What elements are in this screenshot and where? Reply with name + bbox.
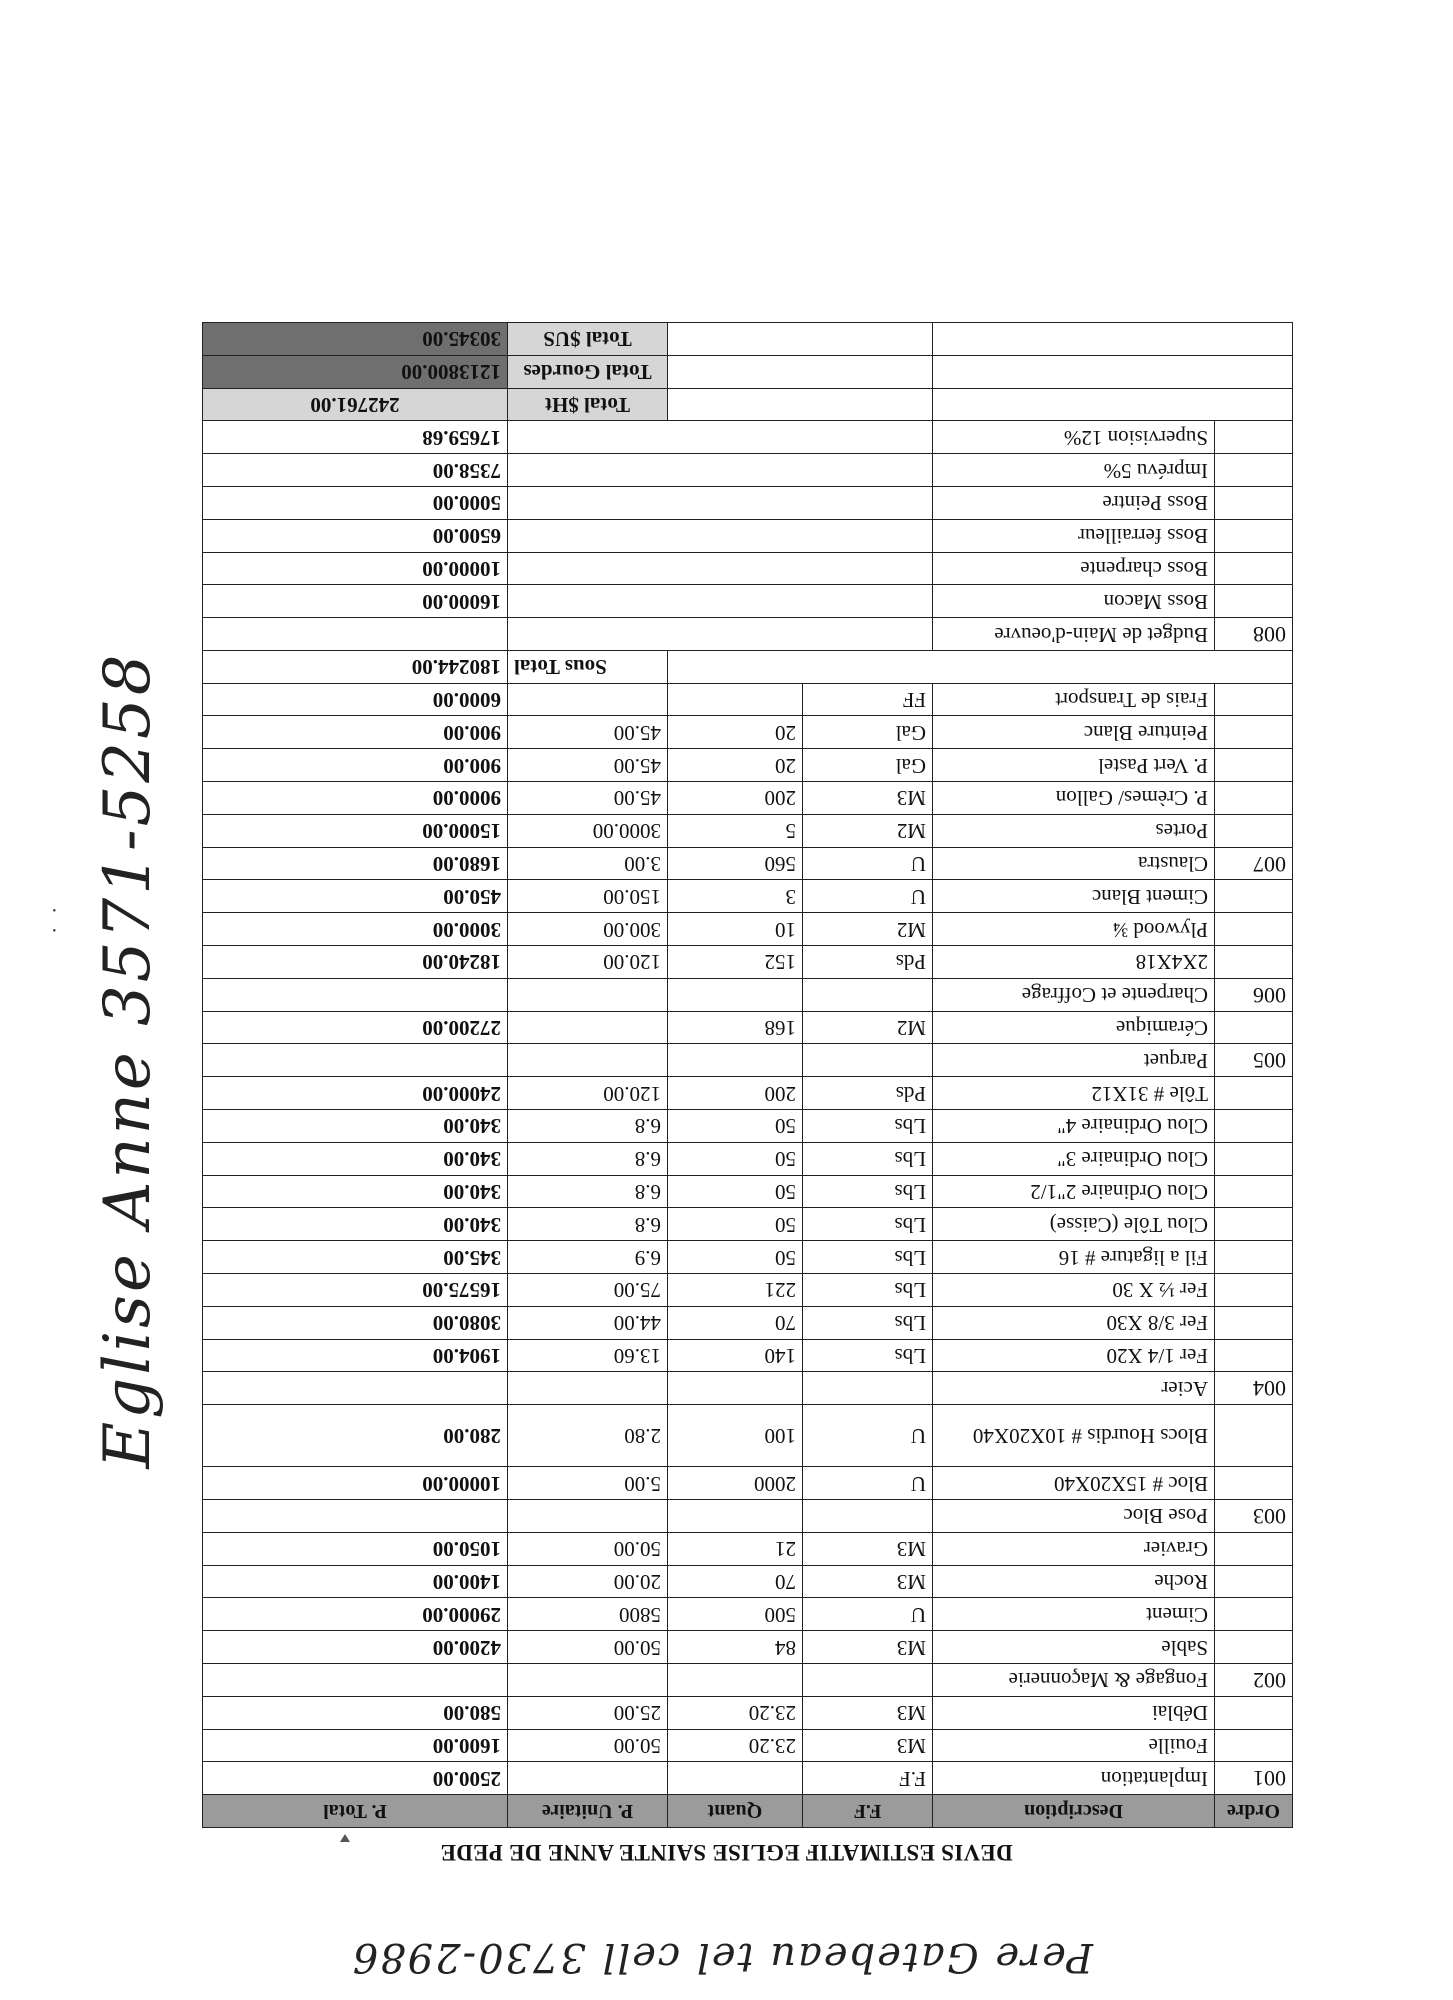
cell-unit-price: 120.00 — [508, 1077, 668, 1110]
cell-description: Fer 1/4 X20 — [933, 1339, 1215, 1372]
cell-ff — [803, 978, 933, 1011]
subtotal-row — [203, 650, 1293, 683]
table-row — [203, 1405, 1293, 1467]
cell-quant: 3 — [668, 880, 803, 913]
column-header-total-price: P. Total — [203, 1795, 508, 1828]
cell-total: 7358.00 — [203, 454, 508, 487]
cell-unit-price — [508, 1762, 668, 1795]
labour-header-row — [203, 618, 1293, 651]
cell-total: 16000.00 — [203, 585, 508, 618]
labour-row — [203, 421, 1293, 454]
cell-ordre — [1215, 1598, 1293, 1631]
cell-description: Fer ½ X 30 — [933, 1274, 1215, 1307]
table-row — [203, 716, 1293, 749]
cell-ordre — [1215, 1208, 1293, 1241]
cell-quant — [668, 1762, 803, 1795]
cell-total: 18240.00 — [203, 946, 508, 979]
cell-ordre — [1215, 913, 1293, 946]
cell-total: 6500.00 — [203, 519, 508, 552]
cell-ff: Pds — [803, 946, 933, 979]
cell-ordre — [1215, 519, 1293, 552]
cell-description: Acier — [933, 1372, 1215, 1405]
cell-ordre: 004 — [1215, 1372, 1293, 1405]
cell-empty — [668, 322, 933, 355]
cell-description: Bloc # 15X20X40 — [933, 1467, 1215, 1500]
cell-ff: Lbs — [803, 1110, 933, 1143]
cell-ordre — [1215, 1696, 1293, 1729]
cell-total: 4200.00 — [203, 1631, 508, 1664]
cell-total: 5000.00 — [203, 486, 508, 519]
cell-total: 6000.00 — [203, 683, 508, 716]
cell-unit-price — [508, 1500, 668, 1533]
table-row — [203, 814, 1293, 847]
cell-unit-price: 13.60 — [508, 1339, 668, 1372]
cell-unit-price: 75.00 — [508, 1274, 668, 1307]
table-row — [203, 880, 1293, 913]
cell-empty — [668, 355, 933, 388]
cell-description: Boss ferrailleur — [933, 519, 1215, 552]
table-row — [203, 1762, 1293, 1795]
labour-row — [203, 519, 1293, 552]
cell-empty — [508, 585, 933, 618]
table-row — [203, 1631, 1293, 1664]
handwritten-side-note-wrapper — [88, 310, 165, 1810]
cell-ordre: 007 — [1215, 847, 1293, 880]
cell-ordre — [1215, 880, 1293, 913]
cell-ff: Lbs — [803, 1274, 933, 1307]
cell-quant: 5 — [668, 814, 803, 847]
cell-total: 900.00 — [203, 749, 508, 782]
cell-ff: Lbs — [803, 1306, 933, 1339]
cell-total: 3000.00 — [203, 913, 508, 946]
cell-ff: M3 — [803, 1532, 933, 1565]
cell-total: 1904.00 — [203, 1339, 508, 1372]
subtotal-label: Sous Total — [508, 650, 668, 683]
cell-ordre — [1215, 782, 1293, 815]
cell-ordre — [1215, 1532, 1293, 1565]
cell-unit-price: 6.8 — [508, 1110, 668, 1143]
cell-ordre — [1215, 683, 1293, 716]
cell-ff: Lbs — [803, 1142, 933, 1175]
cell-empty — [933, 355, 1293, 388]
cell-description: Parquet — [933, 1044, 1215, 1077]
grand-total-label: Total $US — [508, 322, 668, 355]
cell-quant: 70 — [668, 1306, 803, 1339]
column-header-ff: F.F — [803, 1795, 933, 1828]
cell-ordre — [1215, 946, 1293, 979]
cell-quant: 221 — [668, 1274, 803, 1307]
cell-ff — [803, 1500, 933, 1533]
table-row — [203, 1565, 1293, 1598]
column-header-ordre: Ordre — [1215, 1795, 1293, 1828]
cell-description: Fer 3/8 X30 — [933, 1306, 1215, 1339]
table-row — [203, 946, 1293, 979]
cell-unit-price: 25.00 — [508, 1696, 668, 1729]
cell-ordre — [1215, 1306, 1293, 1339]
cell-total: 1050.00 — [203, 1532, 508, 1565]
handwritten-contact-note: Pere Gatebeau tel cell 3730-2986 — [350, 1934, 1093, 1980]
cell-quant — [668, 1372, 803, 1405]
cell-description: Roche — [933, 1565, 1215, 1598]
grand-total-row — [203, 388, 1293, 421]
cell-ff: Gal — [803, 716, 933, 749]
cell-ordre — [1215, 1565, 1293, 1598]
cell-ff: Lbs — [803, 1175, 933, 1208]
triangle-marker-icon — [340, 1834, 350, 1842]
cell-quant: 50 — [668, 1208, 803, 1241]
cell-unit-price: 3000.00 — [508, 814, 668, 847]
cell-unit-price: 20.00 — [508, 1565, 668, 1598]
table-row — [203, 1664, 1293, 1697]
cell-ordre — [1215, 716, 1293, 749]
cell-empty — [508, 618, 933, 651]
cell-ordre — [1215, 486, 1293, 519]
cell-quant: 200 — [668, 1077, 803, 1110]
table-row — [203, 1532, 1293, 1565]
cell-description: Peinture Blanc — [933, 716, 1215, 749]
cell-description: Gravier — [933, 1532, 1215, 1565]
grand-total-label: Total Gourdes — [508, 355, 668, 388]
table-row — [203, 1696, 1293, 1729]
cell-ordre: 005 — [1215, 1044, 1293, 1077]
cell-quant: 200 — [668, 782, 803, 815]
cell-unit-price: 6.9 — [508, 1241, 668, 1274]
cell-ordre — [1215, 1405, 1293, 1467]
cell-quant: 50 — [668, 1110, 803, 1143]
cell-description: P. Vert Pastel — [933, 749, 1215, 782]
table-row — [203, 913, 1293, 946]
cell-total: 1400.00 — [203, 1565, 508, 1598]
cell-description: Claustra — [933, 847, 1215, 880]
cell-total: 450.00 — [203, 880, 508, 913]
table-row — [203, 1372, 1293, 1405]
table-row — [203, 1729, 1293, 1762]
table-row — [203, 683, 1293, 716]
cell-ff: F.F — [803, 1762, 933, 1795]
cell-unit-price: 120.00 — [508, 946, 668, 979]
cell-unit-price: 45.00 — [508, 716, 668, 749]
cell-description: Fil a ligature # 16 — [933, 1241, 1215, 1274]
cell-empty — [508, 421, 933, 454]
handwritten-side-note: Eglise Anne 3571-5258 — [91, 651, 165, 1469]
cell-total: 29000.00 — [203, 1598, 508, 1631]
cell-quant: 50 — [668, 1175, 803, 1208]
cell-ff: Gal — [803, 749, 933, 782]
cell-ordre: 006 — [1215, 978, 1293, 1011]
cell-unit-price: 50.00 — [508, 1532, 668, 1565]
cell-description: Implantation — [933, 1762, 1215, 1795]
cell-total: 24000.00 — [203, 1077, 508, 1110]
cell-total: 10000.00 — [203, 552, 508, 585]
cell-unit-price: 5800 — [508, 1598, 668, 1631]
cell-quant — [668, 1664, 803, 1697]
cell-total: 580.00 — [203, 1696, 508, 1729]
table-row — [203, 782, 1293, 815]
cell-ordre: 002 — [1215, 1664, 1293, 1697]
cell-total: 340.00 — [203, 1208, 508, 1241]
column-header-unit-price: P. Unitaire — [508, 1795, 668, 1828]
cell-total: 9000.00 — [203, 782, 508, 815]
subtotal-value: 180244.00 — [203, 650, 508, 683]
cell-ordre — [1215, 1631, 1293, 1664]
cell-description: Imprévu 5% — [933, 454, 1215, 487]
cell-unit-price: 3.00 — [508, 847, 668, 880]
table-row — [203, 1467, 1293, 1500]
cell-unit-price — [508, 1372, 668, 1405]
estimate-table — [202, 322, 1293, 1828]
grand-total-label: Total $Ht — [508, 388, 668, 421]
cell-ordre — [1215, 585, 1293, 618]
cell-total: 1600.00 — [203, 1729, 508, 1762]
cell-unit-price: 45.00 — [508, 782, 668, 815]
cell-total — [203, 1044, 508, 1077]
cell-ff: M3 — [803, 1696, 933, 1729]
cell-description: Budget de Main-d'oeuvre — [933, 618, 1215, 651]
cell-ff: M2 — [803, 913, 933, 946]
cell-description: Boss Peintre — [933, 486, 1215, 519]
grand-total-value: 242761.00 — [203, 388, 508, 421]
cell-ff: M3 — [803, 782, 933, 815]
cell-ordre — [1215, 1011, 1293, 1044]
table-row — [203, 978, 1293, 1011]
cell-description: Ciment — [933, 1598, 1215, 1631]
cell-description: Clou Ordinaire 3" — [933, 1142, 1215, 1175]
cell-ordre: 003 — [1215, 1500, 1293, 1533]
cell-ordre — [1215, 1175, 1293, 1208]
cell-ordre — [1215, 1142, 1293, 1175]
cell-total — [203, 618, 508, 651]
cell-description: Supervision 12% — [933, 421, 1215, 454]
cell-ordre — [1215, 421, 1293, 454]
cell-ff: U — [803, 847, 933, 880]
cell-quant: 23.20 — [668, 1729, 803, 1762]
cell-ff — [803, 1664, 933, 1697]
cell-quant: 140 — [668, 1339, 803, 1372]
cell-quant — [668, 1044, 803, 1077]
cell-description: Céramique — [933, 1011, 1215, 1044]
table-row — [203, 1110, 1293, 1143]
labour-row — [203, 454, 1293, 487]
grand-total-value: 30345.00 — [203, 322, 508, 355]
grand-total-row — [203, 322, 1293, 355]
cell-ff: FF — [803, 683, 933, 716]
cell-total — [203, 1500, 508, 1533]
cell-ordre — [1215, 1729, 1293, 1762]
cell-quant — [668, 978, 803, 1011]
table-row — [203, 1142, 1293, 1175]
cell-ff — [803, 1372, 933, 1405]
cell-ordre: 008 — [1215, 618, 1293, 651]
grand-total-row — [203, 355, 1293, 388]
cell-empty — [508, 486, 933, 519]
cell-quant: 21 — [668, 1532, 803, 1565]
cell-empty — [668, 388, 933, 421]
cell-unit-price: 2.80 — [508, 1405, 668, 1467]
cell-quant: 20 — [668, 749, 803, 782]
cell-description: Fongage & Maçonnerie — [933, 1664, 1215, 1697]
grand-total-value: 1213800.00 — [203, 355, 508, 388]
cell-unit-price: 300.00 — [508, 913, 668, 946]
cell-quant: 100 — [668, 1405, 803, 1467]
cell-quant — [668, 1500, 803, 1533]
cell-ff: M2 — [803, 1011, 933, 1044]
labour-row — [203, 585, 1293, 618]
cell-ff: U — [803, 1467, 933, 1500]
cell-empty — [933, 322, 1293, 355]
cell-total: 340.00 — [203, 1110, 508, 1143]
table-row — [203, 1500, 1293, 1533]
cell-total: 3080.00 — [203, 1306, 508, 1339]
cell-ordre: 001 — [1215, 1762, 1293, 1795]
cell-quant: 168 — [668, 1011, 803, 1044]
cell-empty — [933, 388, 1293, 421]
cell-description: Sable — [933, 1631, 1215, 1664]
labour-row — [203, 486, 1293, 519]
cell-unit-price: 50.00 — [508, 1729, 668, 1762]
cell-unit-price: 5.00 — [508, 1467, 668, 1500]
scan-specks: · · — [50, 898, 58, 943]
table-row — [203, 1306, 1293, 1339]
table-row — [203, 1175, 1293, 1208]
cell-ordre — [1215, 1467, 1293, 1500]
cell-unit-price: 150.00 — [508, 880, 668, 913]
cell-total — [203, 1664, 508, 1697]
cell-unit-price — [508, 1664, 668, 1697]
cell-total: 17659.68 — [203, 421, 508, 454]
cell-quant: 20 — [668, 716, 803, 749]
table-header-row — [203, 1795, 1293, 1828]
table-row — [203, 847, 1293, 880]
cell-ff: Lbs — [803, 1241, 933, 1274]
cell-quant: 152 — [668, 946, 803, 979]
cell-description: Clou Tôle (Caisse) — [933, 1208, 1215, 1241]
cell-ordre — [1215, 749, 1293, 782]
cell-unit-price: 44.00 — [508, 1306, 668, 1339]
document-title: DEVIS ESTIMATIF EGLISE SAINTE ANNE DE PEDE — [440, 1840, 1013, 1865]
cell-empty — [508, 552, 933, 585]
cell-description: Portes — [933, 814, 1215, 847]
cell-total: 340.00 — [203, 1142, 508, 1175]
cell-total: 1680.00 — [203, 847, 508, 880]
table-row — [203, 1241, 1293, 1274]
cell-description: Plywood ¾ — [933, 913, 1215, 946]
cell-empty — [508, 519, 933, 552]
cell-unit-price: 50.00 — [508, 1631, 668, 1664]
cell-ff: U — [803, 880, 933, 913]
cell-unit-price: 6.8 — [508, 1142, 668, 1175]
cell-description: Pose Bloc — [933, 1500, 1215, 1533]
cell-ordre — [1215, 814, 1293, 847]
table-row — [203, 1339, 1293, 1372]
column-header-quant: Quant — [668, 1795, 803, 1828]
cell-description: Fouille — [933, 1729, 1215, 1762]
cell-ordre — [1215, 1077, 1293, 1110]
cell-quant: 23.20 — [668, 1696, 803, 1729]
cell-total: 10000.00 — [203, 1467, 508, 1500]
cell-description: P. Crèmes/ Gallon — [933, 782, 1215, 815]
table-row — [203, 1077, 1293, 1110]
cell-quant: 70 — [668, 1565, 803, 1598]
cell-total: 27200.00 — [203, 1011, 508, 1044]
cell-ordre — [1215, 1339, 1293, 1372]
cell-ordre — [1215, 454, 1293, 487]
cell-quant: 500 — [668, 1598, 803, 1631]
cell-description: 2X4X18 — [933, 946, 1215, 979]
cell-description: Clou Ordinaire 2"1/2 — [933, 1175, 1215, 1208]
cell-ff: U — [803, 1598, 933, 1631]
cell-quant: 84 — [668, 1631, 803, 1664]
cell-quant: 50 — [668, 1241, 803, 1274]
cell-ff: Lbs — [803, 1339, 933, 1372]
cell-quant — [668, 683, 803, 716]
table-row — [203, 1598, 1293, 1631]
cell-quant: 2000 — [668, 1467, 803, 1500]
cell-description: Blocs Hourdis # 10X20X40 — [933, 1405, 1215, 1467]
cell-ordre — [1215, 1241, 1293, 1274]
cell-total — [203, 978, 508, 1011]
cell-ff: M3 — [803, 1729, 933, 1762]
table-row — [203, 1044, 1293, 1077]
cell-description: Tôle # 31X12 — [933, 1077, 1215, 1110]
cell-description: Boss Macon — [933, 585, 1215, 618]
table-row — [203, 1274, 1293, 1307]
cell-total: 900.00 — [203, 716, 508, 749]
cell-total: 15000.00 — [203, 814, 508, 847]
table-row — [203, 749, 1293, 782]
cell-ordre — [1215, 1274, 1293, 1307]
cell-total: 345.00 — [203, 1241, 508, 1274]
cell-total: 340.00 — [203, 1175, 508, 1208]
cell-empty — [508, 454, 933, 487]
cell-quant: 50 — [668, 1142, 803, 1175]
cell-ff — [803, 1044, 933, 1077]
cell-total: 2500.00 — [203, 1762, 508, 1795]
cell-description: Ciment Blanc — [933, 880, 1215, 913]
cell-description: Charpente et Coffrage — [933, 978, 1215, 1011]
cell-description: Clou Ordinaire 4" — [933, 1110, 1215, 1143]
cell-unit-price — [508, 1011, 668, 1044]
cell-unit-price: 45.00 — [508, 749, 668, 782]
cell-unit-price — [508, 683, 668, 716]
cell-ordre — [1215, 552, 1293, 585]
table-row — [203, 1011, 1293, 1044]
cell-unit-price — [508, 978, 668, 1011]
column-header-description: Description — [933, 1795, 1215, 1828]
cell-quant: 560 — [668, 847, 803, 880]
cell-unit-price — [508, 1044, 668, 1077]
table-row — [203, 1208, 1293, 1241]
cell-total: 16575.00 — [203, 1274, 508, 1307]
cell-ff: M3 — [803, 1631, 933, 1664]
cell-unit-price: 6.8 — [508, 1208, 668, 1241]
labour-row — [203, 552, 1293, 585]
cell-unit-price: 6.8 — [508, 1175, 668, 1208]
cell-quant: 10 — [668, 913, 803, 946]
cell-total: 280.00 — [203, 1405, 508, 1467]
cell-ff: U — [803, 1405, 933, 1467]
cell-description: Frais de Transport — [933, 683, 1215, 716]
cell-description: Boss charpente — [933, 552, 1215, 585]
cell-description: Déblai — [933, 1696, 1215, 1729]
cell-ff: Pds — [803, 1077, 933, 1110]
cell-total — [203, 1372, 508, 1405]
cell-ff: M3 — [803, 1565, 933, 1598]
cell-ordre — [1215, 1110, 1293, 1143]
cell-ff: M2 — [803, 814, 933, 847]
cell-empty — [668, 650, 1293, 683]
cell-ff: Lbs — [803, 1208, 933, 1241]
